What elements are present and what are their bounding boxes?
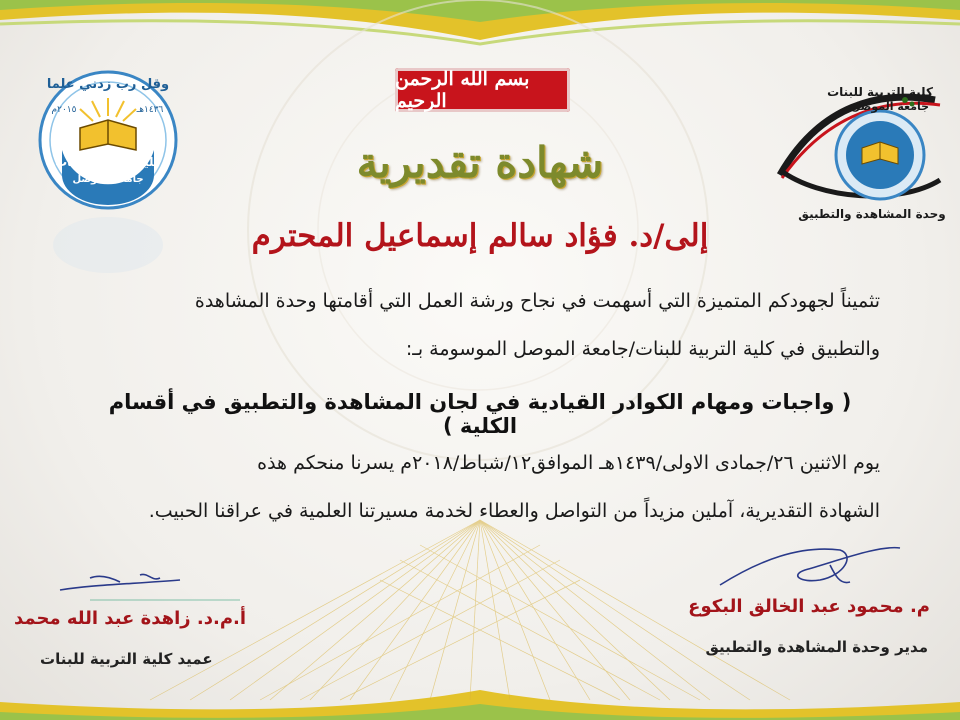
body-line-3: يوم الاثنين ٢٦/جمادى الاولى/١٤٣٩هـ الموافق١٢/شباط/٢٠١٨م يسرنا منحكم هذه: [257, 452, 880, 474]
workshop-topic: ( واجبات ومهام الكوادر القيادية في لجان المشاهدة والتطبيق في أقسام الكلية ): [108, 390, 852, 438]
recipient-line: إلى/د. فؤاد سالم إسماعيل المحترم: [251, 218, 709, 254]
left-seal-motto: وقل رب زدني علما: [46, 77, 170, 92]
left-seal-university: جامعة الموصل: [72, 174, 144, 185]
body-line-2: والتطبيق في كلية التربية للبنات/جامعة الموصل الموسومة بـ:: [405, 338, 880, 360]
right-seal-college: كلية التربية للبنات: [827, 85, 933, 99]
certificate-title: شهادة تقديرية: [356, 138, 604, 187]
left-signatory-role: عميد كلية التربية للبنات: [40, 650, 213, 668]
left-seal-year-gregorian: ٢٠١٥م: [51, 105, 77, 115]
right-signatory-name: م. محمود عبد الخالق البكوع: [688, 596, 930, 617]
right-seal-university: جامعة الموصل: [850, 100, 930, 113]
right-seal-unit: وحدة المشاهدة والتطبيق: [798, 207, 946, 221]
basmala-banner: بسم الله الرحمن الرحيم: [395, 68, 570, 112]
left-signatory-name: أ.م.د. زاهدة عبد الله محمد: [14, 608, 247, 629]
left-seal-name: كلية التربية للبنات: [55, 155, 161, 169]
body-line-1: تثميناً لجهودكم المتميزة التي أسهمت في نجاح ورشة العمل التي أقامتها وحدة المشاهدة: [194, 290, 880, 312]
body-line-4: الشهادة التقديرية، آملين مزيداً من التواصل والعطاء لخدمة مسيرتنا العلمية في عراقنا الحبيب.: [148, 500, 880, 522]
right-signatory-role: مدير وحدة المشاهدة والتطبيق: [705, 638, 928, 656]
left-seal-year-hijri: ١٤٣٦هـ: [136, 105, 164, 115]
